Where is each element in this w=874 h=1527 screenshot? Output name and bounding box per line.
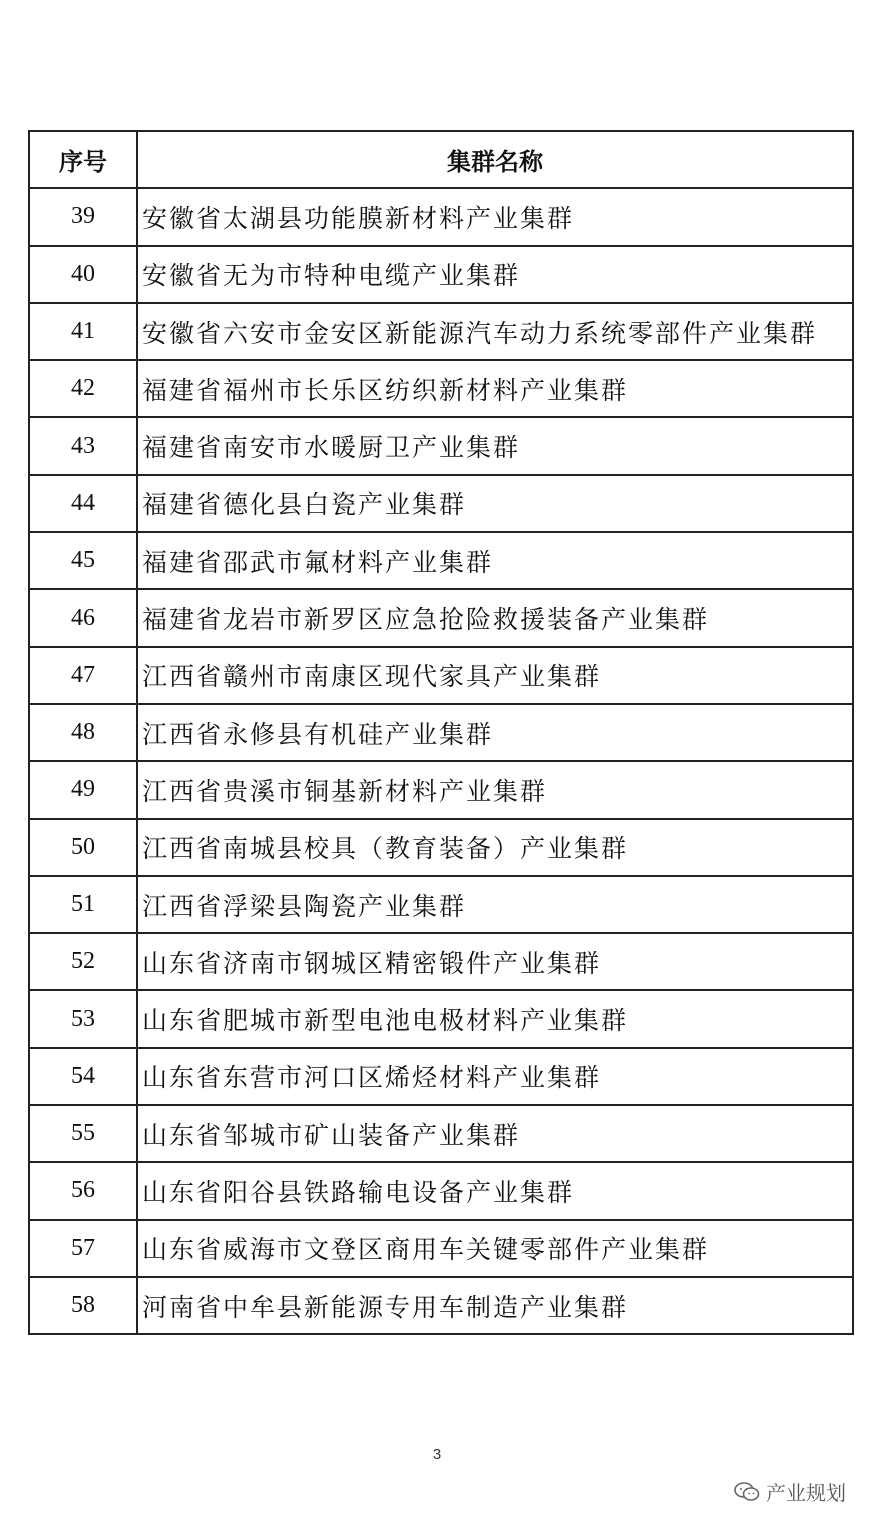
cluster-name: 山东省东营市河口区烯烃材料产业集群 bbox=[137, 1048, 853, 1105]
wechat-icon bbox=[734, 1482, 760, 1502]
cluster-name: 福建省福州市长乐区纺织新材料产业集群 bbox=[137, 360, 853, 417]
table-row bbox=[29, 990, 853, 1047]
cluster-name: 山东省济南市钢城区精密锻件产业集群 bbox=[137, 933, 853, 990]
cluster-name: 河南省中牟县新能源专用车制造产业集群 bbox=[137, 1277, 853, 1334]
row-number: 39 bbox=[29, 188, 137, 245]
page-number: 3 bbox=[432, 1446, 442, 1463]
table-row bbox=[29, 1277, 853, 1334]
row-number: 50 bbox=[29, 819, 137, 876]
table-row bbox=[29, 360, 853, 417]
header-cluster-name: 集群名称 bbox=[137, 131, 853, 188]
cluster-name: 福建省龙岩市新罗区应急抢险救援装备产业集群 bbox=[137, 589, 853, 646]
row-number: 46 bbox=[29, 589, 137, 646]
table-row bbox=[29, 819, 853, 876]
cluster-name: 福建省南安市水暖厨卫产业集群 bbox=[137, 417, 853, 474]
table-row bbox=[29, 704, 853, 761]
row-number: 44 bbox=[29, 475, 137, 532]
cluster-name: 山东省邹城市矿山装备产业集群 bbox=[137, 1105, 853, 1162]
watermark bbox=[734, 1477, 846, 1506]
table-row bbox=[29, 532, 853, 589]
table-row bbox=[29, 647, 853, 704]
row-number: 57 bbox=[29, 1220, 137, 1277]
row-number: 47 bbox=[29, 647, 137, 704]
row-number: 40 bbox=[29, 246, 137, 303]
table-row bbox=[29, 417, 853, 474]
table-row bbox=[29, 1220, 853, 1277]
cluster-name: 安徽省六安市金安区新能源汽车动力系统零部件产业集群 bbox=[137, 303, 853, 360]
row-number: 42 bbox=[29, 360, 137, 417]
cluster-name: 安徽省太湖县功能膜新材料产业集群 bbox=[137, 188, 853, 245]
cluster-name: 江西省贵溪市铜基新材料产业集群 bbox=[137, 761, 853, 818]
cluster-name: 江西省赣州市南康区现代家具产业集群 bbox=[137, 647, 853, 704]
watermark-text: 产业规划 bbox=[766, 1481, 846, 1505]
cluster-name: 安徽省无为市特种电缆产业集群 bbox=[137, 246, 853, 303]
cluster-name: 山东省肥城市新型电池电极材料产业集群 bbox=[137, 990, 853, 1047]
table-row bbox=[29, 1105, 853, 1162]
table-row bbox=[29, 475, 853, 532]
cluster-name: 福建省邵武市氟材料产业集群 bbox=[137, 532, 853, 589]
table-header-row bbox=[29, 131, 853, 188]
cluster-name: 江西省永修县有机硅产业集群 bbox=[137, 704, 853, 761]
row-number: 54 bbox=[29, 1048, 137, 1105]
row-number: 49 bbox=[29, 761, 137, 818]
cluster-name: 江西省南城县校具（教育装备）产业集群 bbox=[137, 819, 853, 876]
cluster-name: 福建省德化县白瓷产业集群 bbox=[137, 475, 853, 532]
table-row bbox=[29, 1048, 853, 1105]
table-row bbox=[29, 761, 853, 818]
cluster-name: 山东省威海市文登区商用车关键零部件产业集群 bbox=[137, 1220, 853, 1277]
row-number: 52 bbox=[29, 933, 137, 990]
table-row bbox=[29, 589, 853, 646]
table-row bbox=[29, 303, 853, 360]
cluster-name: 山东省阳谷县铁路输电设备产业集群 bbox=[137, 1162, 853, 1219]
header-number: 序号 bbox=[29, 131, 137, 188]
table-row bbox=[29, 876, 853, 933]
cluster-table bbox=[28, 130, 854, 1335]
row-number: 45 bbox=[29, 532, 137, 589]
cluster-name: 江西省浮梁县陶瓷产业集群 bbox=[137, 876, 853, 933]
row-number: 41 bbox=[29, 303, 137, 360]
table-row bbox=[29, 188, 853, 245]
row-number: 48 bbox=[29, 704, 137, 761]
row-number: 56 bbox=[29, 1162, 137, 1219]
row-number: 55 bbox=[29, 1105, 137, 1162]
row-number: 51 bbox=[29, 876, 137, 933]
table-row bbox=[29, 246, 853, 303]
row-number: 53 bbox=[29, 990, 137, 1047]
table-row bbox=[29, 933, 853, 990]
row-number: 43 bbox=[29, 417, 137, 474]
table-row bbox=[29, 1162, 853, 1219]
row-number: 58 bbox=[29, 1277, 137, 1334]
